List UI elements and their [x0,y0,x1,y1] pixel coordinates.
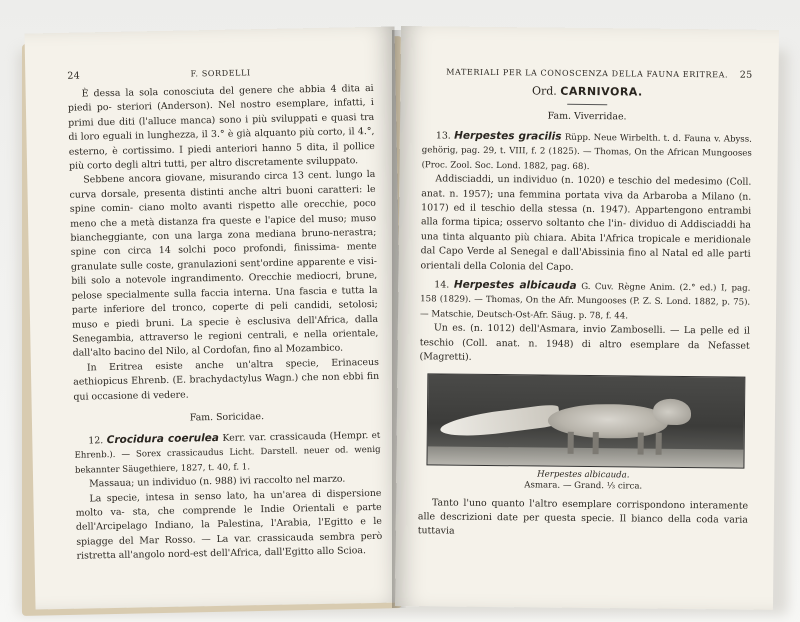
mongoose-head [653,398,691,424]
left-page-header [67,65,373,82]
left-family-heading: Fam. Soricidae. [189,411,265,424]
species-12-author: Kerr. var. crassicauda (Hempr. [222,430,369,444]
species-14-entry: 14. Herpestes albicauda G. Cuv. Règne Anim. (2.° ed.) I, pag. 158 (1829). — Thomas, On the Afr. Mungooses (P. Z. S. Lond. 1882, p. 75). — Matschie, Deutsch-Ost-Afr. Säug. p. 78, f. 44. [419,278,751,322]
species-14-name: Herpestes albicauda [453,278,577,292]
left-intro-paragraph: È dessa la sola conosciuta del genere che abbia 4 dita ai piedi po- steriori (Anderson). Nel nostro esemplare, infatti, i primi due diti (l'alluce manca) sono i più sviluppati e quasi tra di loro eguali in lunghezza, il 3.° è già alquanto più corto, il 4.°, esterno, è cortissimo. I piedi anteriori hanno 5 dita, il pollice più corto degli altri tutti, per altro discretamente sviluppato. [67,82,375,172]
massaua-line: Massaua; un individuo (n. 988) ivi raccolto nel marzo. [89,473,346,490]
order-rule [567,104,607,105]
mongoose-body [548,403,668,438]
left-running-head: F. SORDELLI [190,68,251,79]
caption-species: Herpestes albicauda. [537,468,630,480]
right-family-heading: Fam. Viverridae. [547,110,627,123]
mongoose-leg [656,432,662,454]
right-page-number: 25 [739,69,753,81]
closing-paragraph: Tanto l'uno quanto l'altro esemplare corrispondono interamente alle descrizioni date per questa specie. Il bianco della coda varia tuttavia [417,496,749,537]
species-13-name: Herpestes gracilis [454,129,562,143]
figure-caption [418,468,748,493]
species-13-entry: 13. Herpestes gracilis Rüpp. Neue Wirbelth. t. d. Fauna v. Abyss. gehörig, pag. 29, t. VIII, f. 2 (1825). — Thomas, On the African Mungooses (Proc. Zool. Soc. Lond. 1882, pag. 68). [421,129,752,172]
photo-ground [427,446,743,467]
order-name: CARNIVORA. [560,84,643,99]
mongoose-leg [593,432,599,454]
species-12-name: Crocidura coerulea [106,431,220,447]
mongoose-tail [439,403,561,440]
left-third-paragraph: In Eritrea esiste anche un'altra specie, Erinaceus aethiopicus Ehrenb. (E. brachydactylus Wagn.) che non ebbi fin qui occasione di vedere. [73,356,380,403]
species-14-paragraph: Un es. (n. 1012) dell'Asmara, invio Zamboselli. — La pelle ed il teschio (Coll. anat. n. 1948) di altro esemplare da Nefasset (Magretti). [419,322,750,363]
right-running-head: MATERIALI PER LA CONOSCENZA DELLA FAUNA ERITREA. [446,67,729,80]
mongoose-leg [568,431,574,453]
right-page-header [423,66,753,80]
caption-location: Asmara. — Grand. ⅓ circa. [524,479,643,492]
mongoose-leg [638,432,644,454]
left-page [25,27,406,610]
left-second-paragraph: Sebbene ancora giovane, misurando circa 13 cent. lungo la curva dorsale, presenta distinti anche altri buoni caratteri: le spine comin- ciano molto avanti rispetto alle orecchie, poco meno che a metà distanza fra queste e l'apice del muso; muso biancheggiante, con una larga zona mediana bruno-nerastra; spine con circa 14 solchi poco profondi, finissima- mente granulate sulle coste, granulazioni sent'ordine apparente e visi- bili solo a notevole ingrandimento. Orecchie mediocri, brune, pelose specialmente sulla faccia interna. Una fascia e tutta la parte inferiore del tronco, coperte di peli candidi, setolosi; muso e piedi bruni. La specie è esclusiva dell'Africa, dalla Senegambia, attraverso le regioni centrali, e nella orientale, dall'alto bacino del Nilo, al Cordofan, fino al Mozambico. [69,169,379,360]
species-12-paragraph: La specie, intesa in senso lato, ha un'area di dispersione molto va- sta, che comprende le Indie Orientali e parte dell'Arcipelago Indiano, la Palestina, l'Arabia, l'Egitto e le spiagge del Mar Rosso. — La var. crassicauda sembra però ristretta all'angolo nord-est dell'Africa, dall'Egitto allo Scioa. [75,487,383,562]
mongoose-photo [426,373,745,468]
left-page-number: 24 [67,70,81,82]
species-12-number: 12. [88,435,104,447]
order-heading: Ord. CARNIVORA. [531,84,643,99]
species-13-paragraph: Addisciaddi, un individuo (n. 1020) e teschio del medesimo (Coll. anat. n. 1957); una femmina portata viva da Arbaroba a Milano (n. 1017) ed il teschio della stessa (n. 1947). Appartengono entrambi alla forma tipica; osservo soltanto che l'in- dividuo di Addisciaddi ha una tinta alquanto più chiara. Abita l'Africa tropicale e meridionale dal Capo Verde al Senegal e dall'Abissinia fino al Natal ed alle parti orientali della Colonia del Capo. [420,173,752,273]
species-12-entry: 12. Crocidura coerulea Kerr. var. crassicauda (Hempr. et Ehrenb.). — Sorex crassicaudus Licht. Darstell. neuer od. wenig bekannter Säugethiere, 1827, t. 40, f. 1. [74,430,381,476]
right-page [395,26,779,610]
